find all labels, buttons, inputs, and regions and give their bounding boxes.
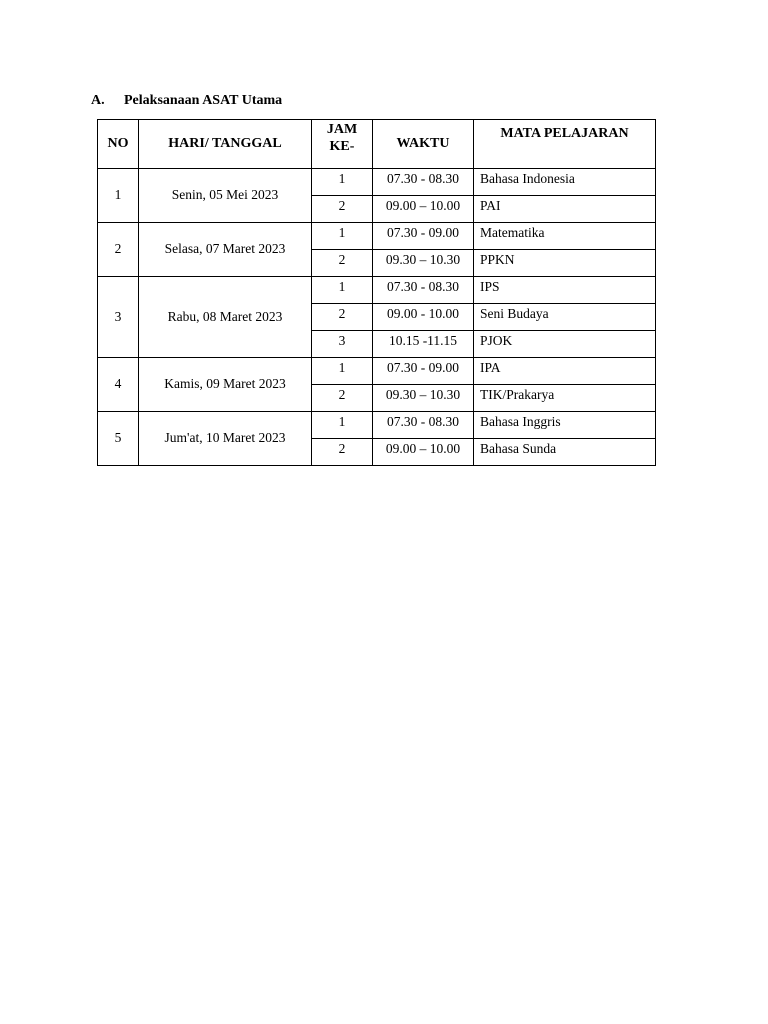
table-row — [98, 412, 656, 439]
cell-hari-tanggal: Senin, 05 Mei 2023 — [139, 169, 312, 223]
cell-hari-tanggal: Jum'at, 10 Maret 2023 — [139, 412, 312, 466]
cell-waktu: 07.30 - 08.30 — [373, 412, 474, 439]
cell-no: 3 — [98, 277, 139, 358]
cell-waktu: 09.00 – 10.00 — [373, 439, 474, 466]
cell-waktu: 07.30 - 08.30 — [373, 169, 474, 196]
cell-jam-ke: 2 — [312, 439, 373, 466]
cell-mata-pelajaran: PJOK — [474, 331, 656, 358]
table-body — [98, 169, 656, 466]
header-hari-tanggal: HARI/ TANGGAL — [139, 120, 312, 169]
cell-hari-tanggal: Rabu, 08 Maret 2023 — [139, 277, 312, 358]
table-row — [98, 277, 656, 304]
cell-jam-ke: 2 — [312, 250, 373, 277]
cell-waktu: 07.30 - 09.00 — [373, 358, 474, 385]
section-number: A. — [91, 93, 105, 108]
cell-jam-ke: 1 — [312, 277, 373, 304]
cell-jam-ke: 2 — [312, 196, 373, 223]
cell-no: 2 — [98, 223, 139, 277]
cell-jam-ke: 1 — [312, 412, 373, 439]
exam-schedule-table — [97, 119, 656, 466]
cell-mata-pelajaran: Bahasa Inggris — [474, 412, 656, 439]
cell-waktu: 09.30 – 10.30 — [373, 385, 474, 412]
cell-mata-pelajaran: Matematika — [474, 223, 656, 250]
cell-waktu: 07.30 - 08.30 — [373, 277, 474, 304]
cell-jam-ke: 2 — [312, 304, 373, 331]
cell-waktu: 07.30 - 09.00 — [373, 223, 474, 250]
table-row — [98, 223, 656, 250]
cell-mata-pelajaran: IPS — [474, 277, 656, 304]
cell-mata-pelajaran: Bahasa Indonesia — [474, 169, 656, 196]
cell-waktu: 10.15 -11.15 — [373, 331, 474, 358]
section-title: Pelaksanaan ASAT Utama — [124, 93, 283, 108]
table-header-row — [98, 120, 656, 169]
cell-mata-pelajaran: Seni Budaya — [474, 304, 656, 331]
cell-mata-pelajaran: PAI — [474, 196, 656, 223]
cell-mata-pelajaran: Bahasa Sunda — [474, 439, 656, 466]
table-row — [98, 169, 656, 196]
cell-hari-tanggal: Kamis, 09 Maret 2023 — [139, 358, 312, 412]
cell-jam-ke: 1 — [312, 169, 373, 196]
table-row — [98, 358, 656, 385]
header-waktu: WAKTU — [373, 120, 474, 169]
header-no: NO — [98, 120, 139, 169]
cell-jam-ke: 3 — [312, 331, 373, 358]
cell-jam-ke: 2 — [312, 385, 373, 412]
cell-jam-ke: 1 — [312, 358, 373, 385]
header-mata-pelajaran: MATA PELAJARAN — [474, 120, 656, 169]
cell-no: 4 — [98, 358, 139, 412]
cell-waktu: 09.00 – 10.00 — [373, 196, 474, 223]
header-jam-ke — [312, 120, 373, 169]
cell-hari-tanggal: Selasa, 07 Maret 2023 — [139, 223, 312, 277]
header-jam-line1: JAM — [326, 122, 358, 137]
cell-mata-pelajaran: IPA — [474, 358, 656, 385]
cell-mata-pelajaran: PPKN — [474, 250, 656, 277]
cell-waktu: 09.00 - 10.00 — [373, 304, 474, 331]
cell-jam-ke: 1 — [312, 223, 373, 250]
cell-waktu: 09.30 – 10.30 — [373, 250, 474, 277]
cell-no: 5 — [98, 412, 139, 466]
section-heading — [91, 93, 282, 109]
cell-mata-pelajaran: TIK/Prakarya — [474, 385, 656, 412]
header-jam-line2: KE- — [329, 138, 355, 154]
cell-no: 1 — [98, 169, 139, 223]
